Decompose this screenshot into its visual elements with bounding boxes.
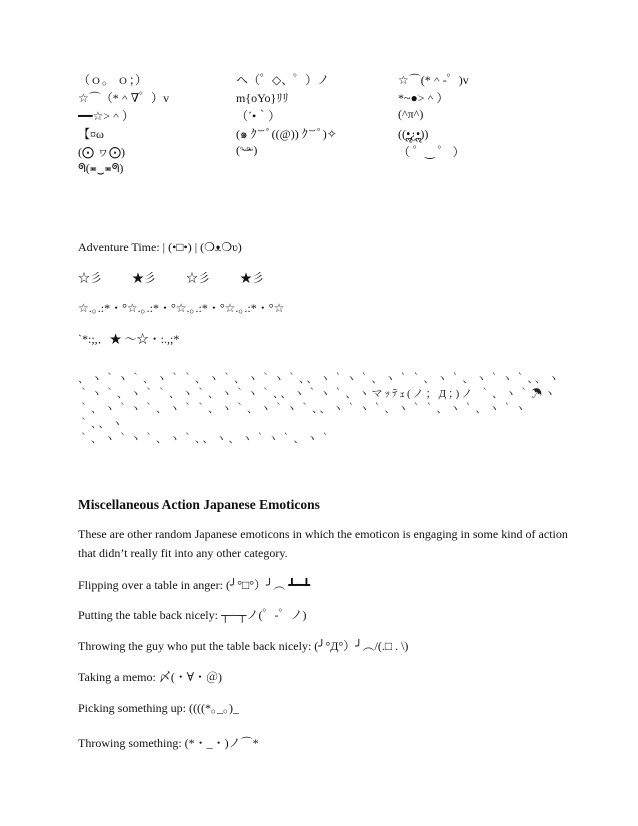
action-label: Throwing the guy who put the table back nicely: [78, 639, 312, 653]
rain-line: ｀、ヽ｀ヽ｀、ヽ｀｀、ヽ｀、ヽ｀ヽ｀、、ヽ｀ヽ｀、ヽ｀｀、ヽ｀、ヽ｀ヽ｀、、ヽ [78, 403, 528, 430]
action-emoticon: (╯°Д°）╯︵/(.□ . \) [314, 639, 409, 653]
action-item [78, 576, 310, 593]
action-item [78, 637, 408, 654]
emoticon: ヘ（゜◇、゜）ノ [236, 73, 330, 87]
action-emoticon: (*・_・)ノ⌒* [184, 736, 259, 750]
star-trail: ☆彡 [78, 271, 103, 285]
rain-line: ｀、ヽ｀ヽ｀、ヽ｀、、ヽ、ヽ｀ヽ｀、ヽ｀ [78, 433, 333, 445]
action-item [78, 668, 222, 685]
emoticon-row [78, 125, 568, 143]
action-emoticon: ((((*｡_｡)_ [189, 701, 239, 715]
action-label: Picking something up: [78, 701, 186, 715]
emoticon: (⨀ ヮ⨀) [78, 145, 125, 159]
emoticon: (๑ ｸ ᷅ ᷄ ﾟ((@)) ｸ ᷅ ᷄ ﾟ)✧ [236, 127, 337, 141]
action-item [78, 699, 239, 716]
intro-paragraph: These are other random Japanese emoticons in which the emoticon is engaging in some kind of action that didn’t really fit into any other category. [78, 527, 568, 560]
emoticon: (ᵔ̴ ̶ᵒ̴ᵕ) [236, 143, 258, 157]
emoticon-row [78, 143, 568, 161]
action-emoticon: 〆(・∀・＠) [158, 670, 223, 684]
emoticon: （ｏ。 ｏ；） [78, 73, 148, 87]
action-emoticon: ┬─┬ノ(゜-゜ノ) [220, 608, 307, 622]
sparkle-row: ☆.｡.:*・°☆.｡.:*・°☆.｡.:*・°☆.｡.:*・°☆ [78, 301, 285, 315]
emoticon: （´•｀） [236, 109, 281, 123]
stars-row [78, 269, 264, 286]
emoticon: ☆⌒(*＾-゜)v [398, 73, 469, 87]
star-trail: ★彡 [132, 271, 157, 285]
sparkle-row-2: `*:;,．★ 〜☆・:.,;* [78, 332, 180, 346]
emoticon: 【¤ω [78, 127, 104, 141]
action-label: Throwing something: [78, 736, 182, 750]
emoticon: ━━☆>＾） [78, 109, 134, 123]
star-trail: ☆彡 [186, 271, 211, 285]
emoticon: （ ゜‿ ゜ ） [398, 145, 465, 159]
action-label: Taking a memo: [78, 670, 156, 684]
emoticon: ☆⌒（*＾∇゜）v [78, 91, 170, 105]
emoticon: ((•ॢ¿•ॢ)) [398, 127, 429, 141]
adventure-time-line: Adventure Time: | (•□•) | (❍ᴥ❍ʋ) [78, 240, 242, 254]
action-item [78, 734, 259, 751]
emoticon: ᖗ(≖‿≖ᖗ) [78, 161, 124, 175]
emoticon-grid [78, 71, 568, 179]
emoticon-row [78, 161, 568, 179]
emoticon: m{oYo}ﾘﾘ [236, 91, 289, 105]
action-label: Putting the table back nicely: [78, 608, 218, 622]
rain-emoticon-block [78, 372, 570, 447]
section-heading: Miscellaneous Action Japanese Emoticons [78, 497, 320, 512]
star-trail: ★彡 [240, 271, 265, 285]
emoticon-row [78, 107, 568, 125]
action-item [78, 606, 306, 623]
rain-line: 、ヽ｀ヽ｀、ヽ｀｀、ヽ｀、ヽ｀ヽ｀、、ヽ｀ヽ｀、ヽ｀｀、ヽ｀、ヽ｀ヽ｀、、ヽ [78, 373, 561, 385]
action-emoticon: (╯°□°）╯︵ ┻━┻ [225, 578, 310, 592]
emoticon-row [78, 71, 568, 89]
rain-line: ｀ヽ｀、ヽ｀｀、ヽ｀、ヽ｀ヽ｀、、ヽ｀ヽ｀、ヽマｯﾃｪ(ノ；Д；)ノ ｀、ヽ｀☂ヽ [78, 388, 558, 400]
action-label: Flipping over a table in anger: [78, 578, 223, 592]
emoticon-row [78, 89, 568, 107]
emoticon: *~●>＾） [398, 91, 449, 105]
emoticon: (^π^) [398, 107, 424, 121]
